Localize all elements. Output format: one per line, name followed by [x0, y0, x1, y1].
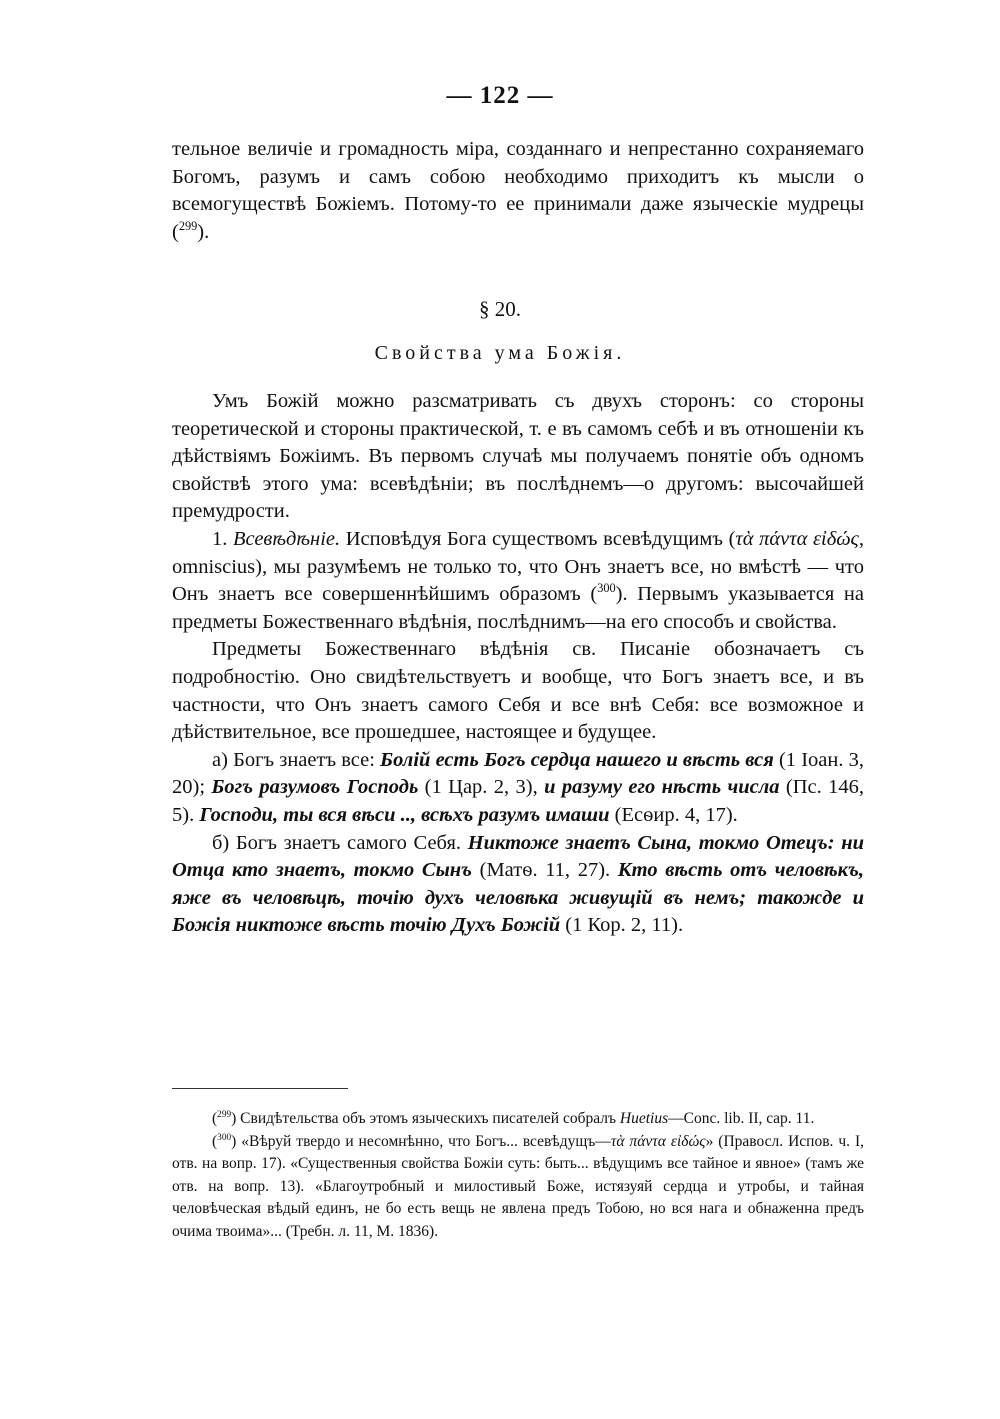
footnotes [172, 1108, 864, 1243]
text-segment: , omniscius), мы разумѣемъ не только то, что Онъ знаетъ все, но вмѣстѣ — что Онъ знаетъ все совершеннѣйшимъ образомъ ( [172, 527, 864, 606]
paragraph-a [172, 747, 864, 830]
scripture-quote: Господи, ты вся вѣси .., всѣхъ разумъ имаши [199, 803, 610, 826]
scripture-quote: Богъ разумовъ Господь [211, 776, 419, 799]
footnote-mark: 300 [217, 1132, 232, 1143]
scripture-ref: (1 Цар. 2, 3), [418, 776, 545, 799]
text-segment: ). Первымъ указывается на предметы Божественнаго вѣдѣнія, послѣднимъ—на его способъ и свойства. [172, 583, 864, 633]
footnote-mark: 299 [217, 1109, 232, 1120]
paragraph-b [172, 830, 864, 940]
text-segment: а) Богъ знаетъ все: [212, 748, 381, 771]
author-name: Huetius [619, 1110, 669, 1127]
footnote-300: ($^{300}$) «Вѣруй твердо и несомнѣнно, что Богъ... всевѣдущъ—τὰ πάντα εἰδώς» (Правосл. Испов. ч. I, отв. на вопр. 17). «Существенныя свойства Божіи суть: быть... вѣдущимъ все тайное и явное» (тамъ же отв. на вопр. 13). «Благоутробный и милостивый Боже, истязуяй сердца и утробы, и тайная человѣческая вѣдый единъ, не бо есть вещь не явлена предъ Тобою, но вся нага и обнаженна предъ очима твоима»... (Требн. л. 11, М. 1836). [172, 1132, 864, 1240]
greek-phrase: τὰ πάντα εἰδώς [610, 1132, 706, 1150]
text-segment: Свидѣтельства объ этомъ языческихъ писателей собралъ [236, 1110, 620, 1127]
footnote-ref-300[interactable]: 300 [597, 581, 616, 596]
section-title: Свойства ума Божія. [374, 342, 626, 364]
main-text [172, 388, 864, 940]
text-segment: «Вѣруй твердо и несомнѣнно, что Богъ... всевѣдущъ— [236, 1132, 611, 1150]
greek-phrase: τὰ πάντα εἰδώς [735, 527, 859, 550]
paragraph-omniscience [172, 526, 864, 636]
page-number: — 122 — [446, 82, 554, 109]
text-segment: » (Правосл. Испов. ч. I, отв. на вопр. 17). «Существенныя свойства Божіи суть: быть... вѣдущимъ все тайное и явное» (тамъ же отв. на вопр. 13). «Благоутробный и милостивый Боже, истязуяй сердца и утробы, и тайная человѣческая вѣдый единъ, не бо есть вещь не явлена предъ Тобою, но вся нага и обнаженна предъ очима твоима»... (Требн. л. 11, М. 1836). [172, 1132, 864, 1240]
footnote-divider [172, 1088, 348, 1089]
scripture-ref: (1 Іоан. 3, 20); [172, 748, 864, 799]
text-segment: Исповѣдуя Бога существомъ всевѣдущимъ ( [340, 527, 736, 550]
intro-end: ). [197, 220, 210, 243]
scripture-quote: Кто вѣсть отъ человѣкъ, яже въ человѣцѣ, точію духъ человѣка живущій въ немъ; такожде и Божія никтоже вѣсть точію Духъ Божій [172, 859, 865, 937]
scripture-quote: и разуму его нѣсть числа [544, 776, 780, 799]
text-segment: —Conc. lib. II, cap. 11. [668, 1110, 815, 1127]
scripture-ref: (Есѳир. 4, 17). [609, 803, 738, 826]
text-segment: б) Богъ знаетъ самого Себя. [212, 831, 468, 854]
footnote-299: ($^{299}$) Свидѣтельства объ этомъ языческихъ писателей собралъ Huetius—Conc. lib. II, cap. 11. [212, 1109, 815, 1127]
paragraph-objects: Предметы Божественнаго вѣдѣнія св. Писаніе обозначаетъ съ подробностію. Оно свидѣтельствуетъ и вообще, что Богъ знаетъ все, и въ частности, что Онъ знаетъ самого Себя и все внѣ Себя: все возможное и дѣйствительное, все прошедшее, настоящее и будущее. [172, 638, 864, 744]
paragraph-mind-of-god: Умъ Божій можно разсматривать съ двухъ сторонъ: со стороны теоретической и стороны практической, т. е въ самомъ себѣ и въ отношеніи къ дѣйствіямъ Божіимъ. Въ первомъ случаѣ мы получаемъ понятіе объ одномъ свойствѣ этого ума: всевѣдѣніи; въ послѣднемъ—о другомъ: высочайшей премудрости. [172, 390, 864, 523]
term-omniscience: Всевѣдѣніе. [232, 527, 341, 550]
item-number: 1. [212, 527, 228, 550]
intro-text: тельное величіе и громадность міра, созданнаго и непрестанно сохраняемаго Богомъ, разумъ и самъ собою необходимо приходитъ къ мысли о всемогуществѣ Божіемъ. Потому-то ее принимали даже языческіе мудрецы ( [172, 138, 864, 243]
scripture-ref: (Пс. 146, 5). [172, 776, 864, 826]
footnote-ref-299[interactable]: 299 [178, 218, 198, 233]
intro-paragraph [172, 136, 864, 246]
scripture-ref: (1 Кор. 2, 11). [560, 914, 684, 937]
scripture-quote: Болій есть Богъ сердца нашего и вѣсть вся [380, 748, 774, 771]
section-number: § 20. [479, 297, 521, 321]
scripture-quote: Никтоже знаетъ Сына, токмо Отецъ: ни Отца кто знаетъ, токмо Сынъ [172, 831, 864, 882]
scripture-ref: (Матѳ. 11, 27). [471, 859, 618, 882]
